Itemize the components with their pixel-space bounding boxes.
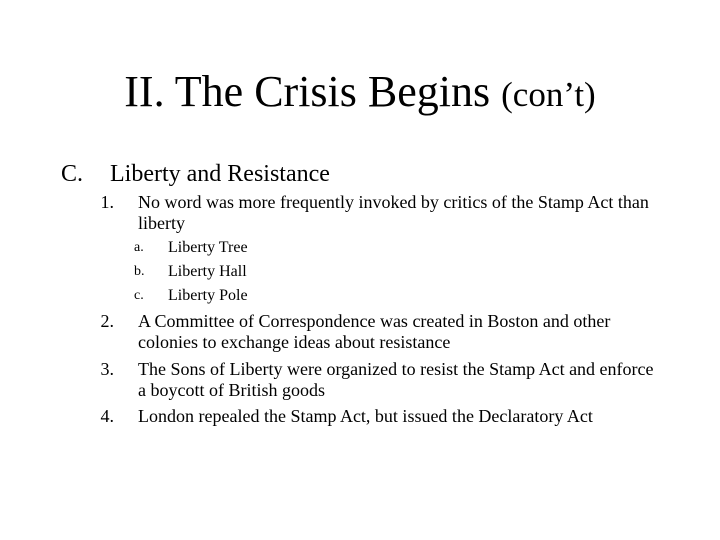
slide-title [0,67,720,116]
section-heading [61,160,330,188]
sub-item-letter: c. [134,288,144,303]
sub-item-text: Liberty Hall [168,263,247,280]
list-item-number: 2. [100,311,114,331]
sub-item-letter: b. [134,264,145,279]
sub-item-text: Liberty Pole [168,287,248,304]
list-item-text: A Committee of Correspondence was created in Boston and other colonies to exchange ideas about resistance [138,311,611,352]
list-item-text: No word was more frequently invoked by critics of the Stamp Act than liberty [138,192,649,233]
list-item-number: 1. [100,192,114,212]
list-item-text: The Sons of Liberty were organized to resist the Stamp Act and enforce a boycott of British goods [138,359,654,400]
list-item-text: London repealed the Stamp Act, but issued the Declaratory Act [138,406,593,426]
section-title: Liberty and Resistance [110,161,330,187]
sub-item-text: Liberty Tree [168,239,248,256]
slide-title-continued: (con’t) [501,75,596,114]
slide-title-main: II. The Crisis Begins [124,67,502,116]
sub-item-letter: a. [134,240,144,255]
list-item-number: 4. [100,406,114,426]
section-marker: C. [61,161,84,187]
list-item-number: 3. [100,359,114,379]
